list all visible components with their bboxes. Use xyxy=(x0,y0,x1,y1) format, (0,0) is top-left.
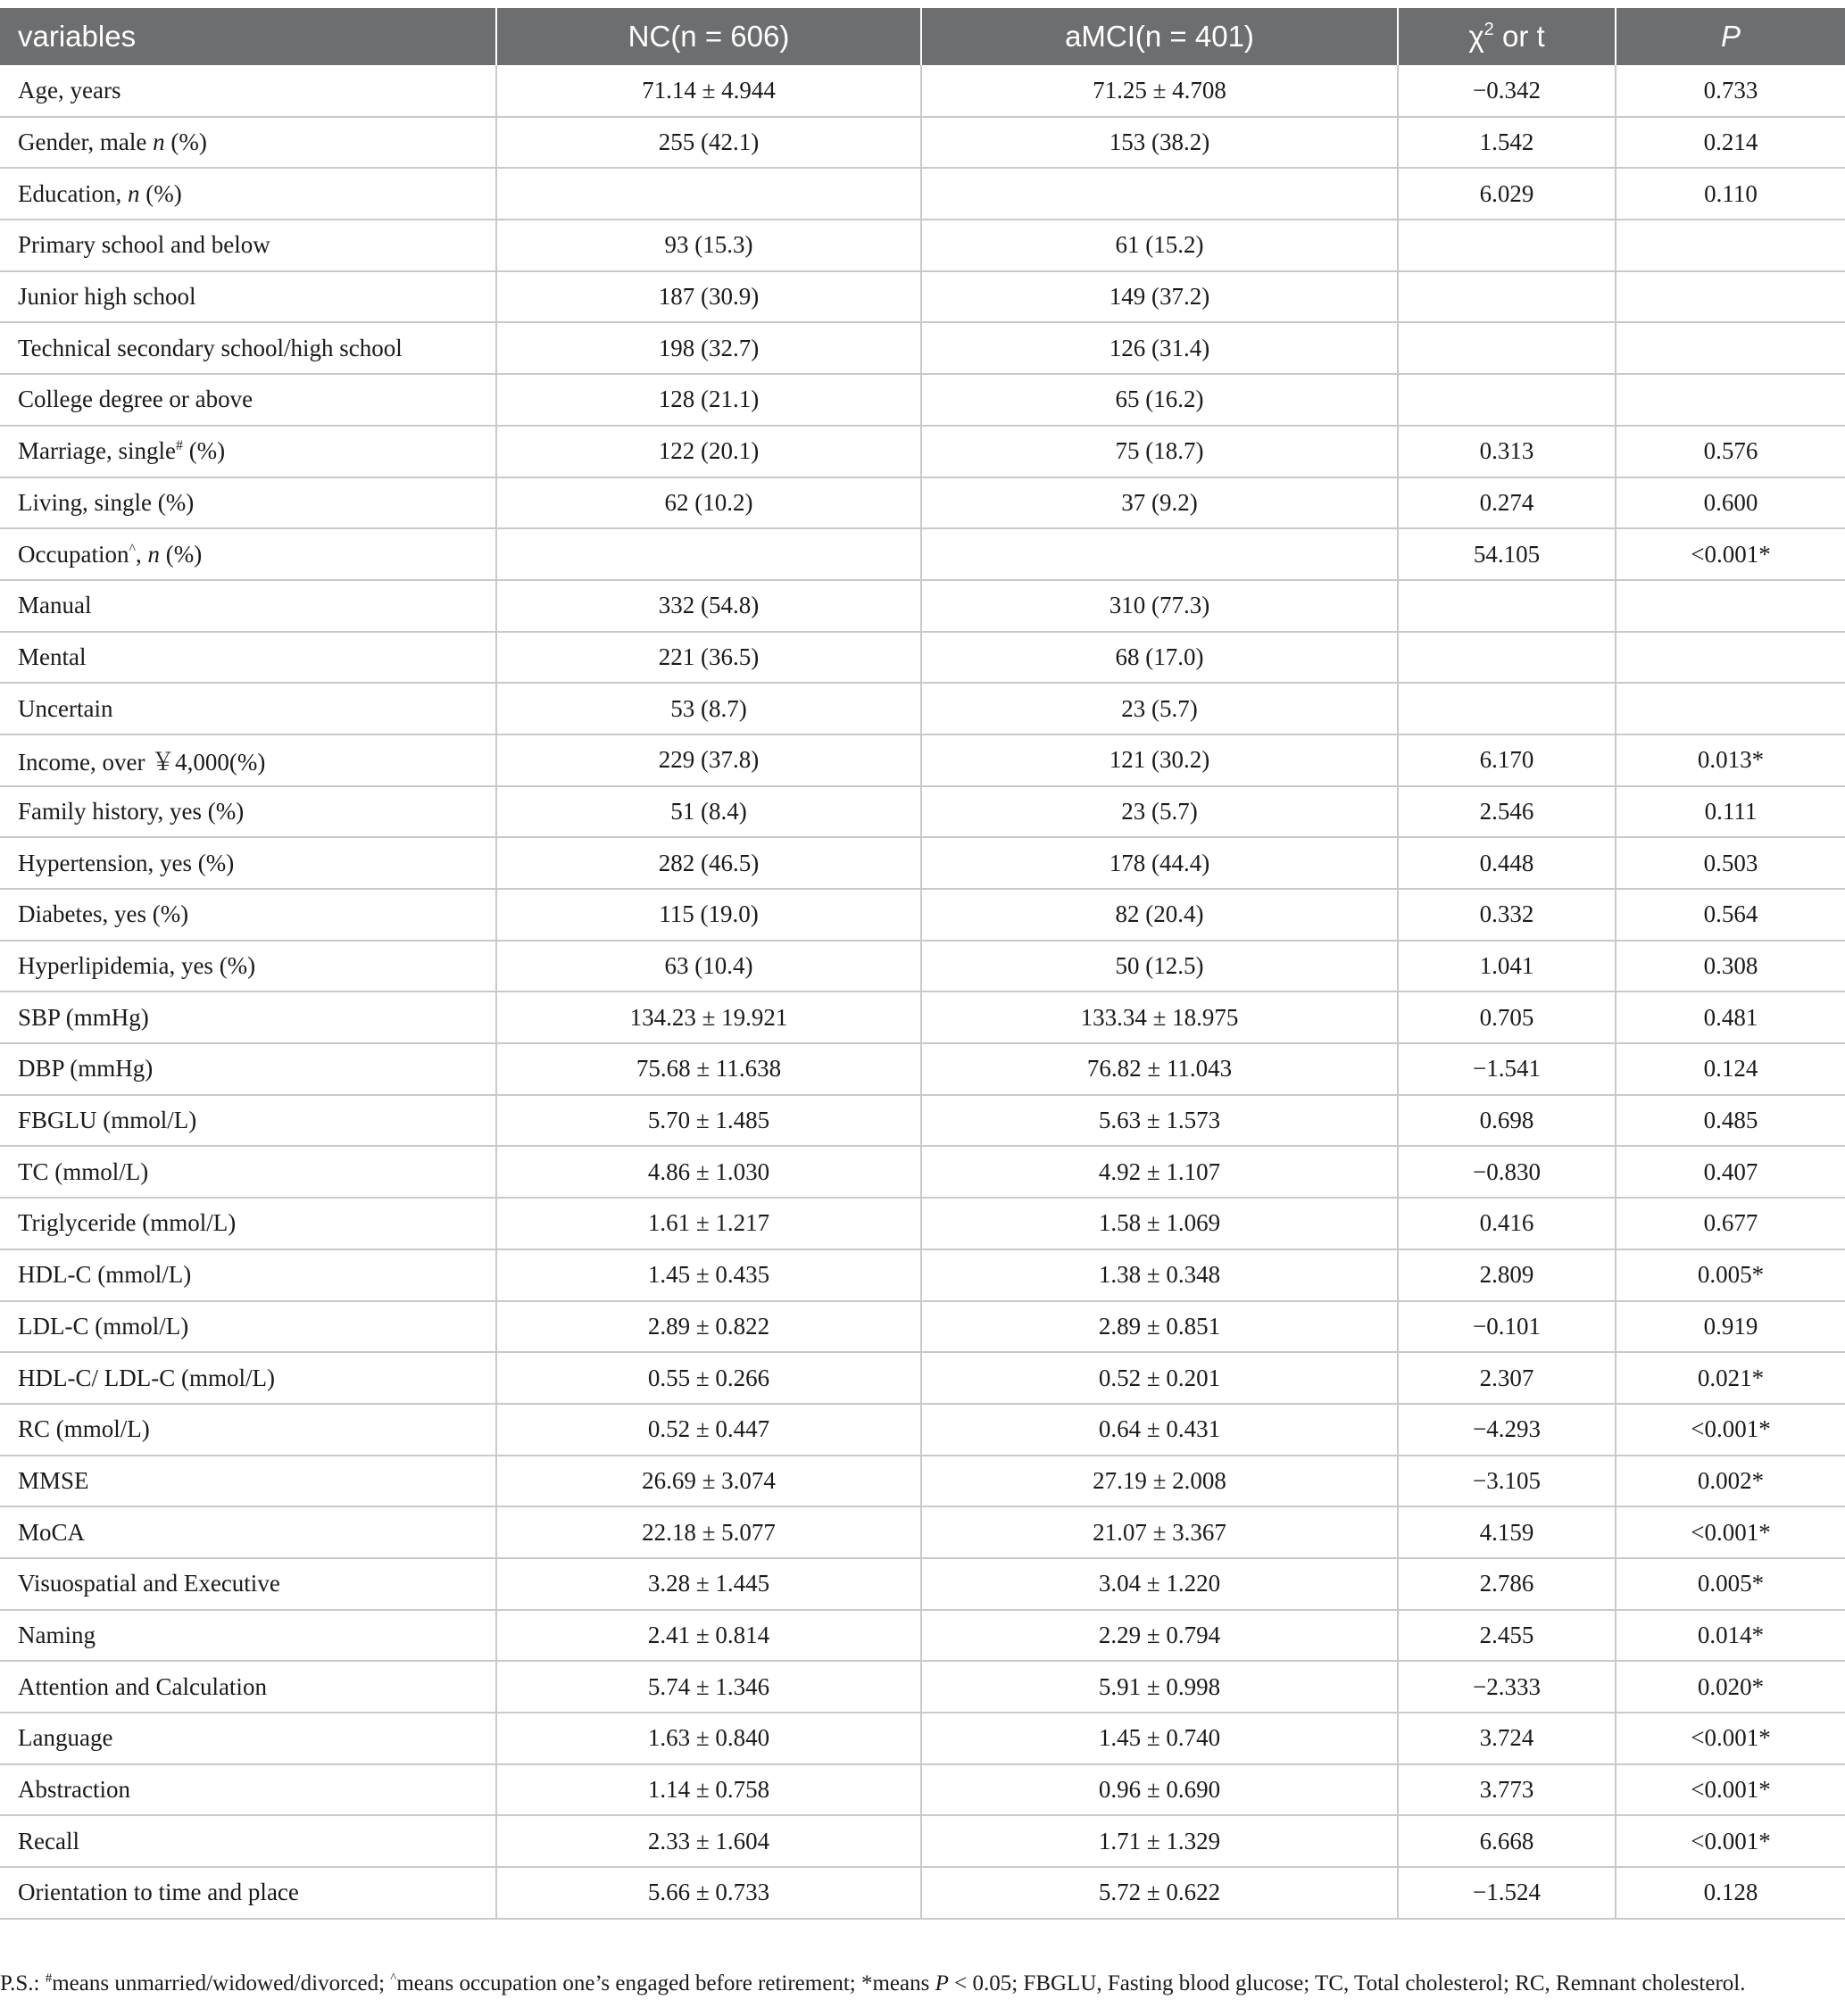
cell-variable xyxy=(0,1610,496,1662)
cell-nc: 229 (37.8) xyxy=(496,734,921,786)
table-body xyxy=(0,65,1845,1919)
variable-text: DBP (mmHg) xyxy=(18,1055,154,1083)
cell-variable xyxy=(0,1198,496,1249)
footnote-italic-p: P xyxy=(935,1971,949,1995)
cell-p-value: 0.214 xyxy=(1616,117,1845,169)
header-row xyxy=(0,8,1845,65)
cell-variable xyxy=(0,477,496,529)
footnote-sup-hash: # xyxy=(45,1971,53,1986)
cell-p-value xyxy=(1616,580,1845,632)
variable-text: Technical secondary school/high school xyxy=(18,334,403,361)
cell-amci: 1.58 ± 1.069 xyxy=(921,1198,1398,1249)
table-row xyxy=(0,1661,1845,1713)
table-container xyxy=(0,8,1845,1920)
cell-amci: 0.96 ± 0.690 xyxy=(921,1764,1398,1816)
table-row xyxy=(0,1095,1845,1147)
cell-statistic xyxy=(1398,683,1616,734)
cell-amci: 68 (17.0) xyxy=(921,632,1398,684)
table-row xyxy=(0,1301,1845,1353)
cell-statistic: 6.170 xyxy=(1398,734,1616,786)
cell-statistic: 0.313 xyxy=(1398,426,1616,477)
table-row xyxy=(0,220,1845,271)
table-row xyxy=(0,991,1845,1043)
variable-text: Primary school and below xyxy=(18,231,270,259)
table-row xyxy=(0,941,1845,992)
header-statistic xyxy=(1398,8,1616,65)
cell-p-value: <0.001* xyxy=(1616,1404,1845,1456)
cell-statistic xyxy=(1398,271,1616,323)
cell-p-value: 0.021* xyxy=(1616,1352,1845,1404)
variable-text: Education, xyxy=(18,179,128,207)
cell-nc: 0.55 ± 0.266 xyxy=(496,1352,921,1404)
cell-statistic: −1.524 xyxy=(1398,1867,1616,1919)
cell-statistic: 2.546 xyxy=(1398,786,1616,838)
cell-nc: 1.63 ± 0.840 xyxy=(496,1713,921,1764)
cell-statistic xyxy=(1398,322,1616,374)
cell-p-value: 0.111 xyxy=(1616,786,1845,838)
cell-variable xyxy=(0,632,496,684)
cell-variable xyxy=(0,322,496,374)
cell-nc: 221 (36.5) xyxy=(496,632,921,684)
cell-p-value: <0.001* xyxy=(1616,1506,1845,1558)
variable-italic: n xyxy=(153,129,165,156)
cell-variable xyxy=(0,837,496,889)
table-row xyxy=(0,1198,1845,1249)
cell-statistic: 0.705 xyxy=(1398,991,1616,1043)
cell-statistic: 3.773 xyxy=(1398,1764,1616,1816)
cell-p-value xyxy=(1616,632,1845,684)
table-row xyxy=(0,1352,1845,1404)
table-row xyxy=(0,1249,1845,1301)
variable-text: Recall xyxy=(18,1827,79,1854)
cell-statistic xyxy=(1398,374,1616,426)
variable-text: Living, single (%) xyxy=(18,488,195,516)
cell-nc: 53 (8.7) xyxy=(496,683,921,734)
variable-text: Age, years xyxy=(18,76,121,104)
cell-p-value: 0.600 xyxy=(1616,477,1845,529)
variable-text: TC (mmol/L) xyxy=(18,1157,149,1185)
table-row xyxy=(0,837,1845,889)
variable-text: Attention and Calculation xyxy=(18,1672,267,1700)
cell-statistic: 1.041 xyxy=(1398,941,1616,992)
cell-nc: 22.18 ± 5.077 xyxy=(496,1506,921,1558)
header-variables: variables xyxy=(0,8,496,65)
cell-variable xyxy=(0,991,496,1043)
cell-amci: 23 (5.7) xyxy=(921,683,1398,734)
cell-p-value: 0.014* xyxy=(1616,1610,1845,1662)
cell-p-value xyxy=(1616,271,1845,323)
variable-sup: # xyxy=(175,438,183,454)
cell-statistic: 2.786 xyxy=(1398,1558,1616,1610)
cell-variable xyxy=(0,786,496,838)
cell-variable xyxy=(0,941,496,992)
cell-p-value: 0.407 xyxy=(1616,1146,1845,1198)
cell-nc: 63 (10.4) xyxy=(496,941,921,992)
cell-nc: 1.14 ± 0.758 xyxy=(496,1764,921,1816)
cell-p-value xyxy=(1616,374,1845,426)
cell-nc: 3.28 ± 1.445 xyxy=(496,1558,921,1610)
cell-variable xyxy=(0,580,496,632)
cell-amci: 1.45 ± 0.740 xyxy=(921,1713,1398,1764)
cell-amci: 121 (30.2) xyxy=(921,734,1398,786)
cell-statistic: −0.101 xyxy=(1398,1301,1616,1353)
cell-p-value: 0.564 xyxy=(1616,889,1845,941)
table-row xyxy=(0,1506,1845,1558)
cell-p-value: 0.576 xyxy=(1616,426,1845,477)
cell-statistic: 6.668 xyxy=(1398,1815,1616,1867)
table-row xyxy=(0,65,1845,117)
table-row xyxy=(0,1815,1845,1867)
cell-statistic: −0.342 xyxy=(1398,65,1616,117)
cell-nc: 51 (8.4) xyxy=(496,786,921,838)
footnote-text-2: means occupation one’s engaged before retirement; *means xyxy=(396,1971,935,1995)
variable-text: Junior high school xyxy=(18,283,196,311)
cell-variable xyxy=(0,1867,496,1919)
cell-variable xyxy=(0,1456,496,1507)
cell-nc: 1.45 ± 0.435 xyxy=(496,1249,921,1301)
variable-sup: ^ xyxy=(129,541,136,557)
cell-variable xyxy=(0,683,496,734)
footnote-sup-caret: ^ xyxy=(390,1971,397,1986)
cell-p-value: 0.002* xyxy=(1616,1456,1845,1507)
variable-text: Language xyxy=(18,1724,113,1752)
cell-statistic: 1.542 xyxy=(1398,117,1616,169)
table-row xyxy=(0,786,1845,838)
cell-statistic: −2.333 xyxy=(1398,1661,1616,1713)
table-row xyxy=(0,271,1845,323)
cell-amci: 4.92 ± 1.107 xyxy=(921,1146,1398,1198)
cell-amci: 21.07 ± 3.367 xyxy=(921,1506,1398,1558)
variable-text: (%) xyxy=(139,179,182,207)
variable-text: RC (mmol/L) xyxy=(18,1415,150,1443)
variable-text: (%) xyxy=(164,129,207,156)
cell-nc: 282 (46.5) xyxy=(496,837,921,889)
cell-p-value xyxy=(1616,322,1845,374)
cell-statistic xyxy=(1398,220,1616,271)
table-row xyxy=(0,683,1845,734)
cell-p-value: 0.020* xyxy=(1616,1661,1845,1713)
cell-variable xyxy=(0,1713,496,1764)
cell-amci: 1.38 ± 0.348 xyxy=(921,1249,1398,1301)
cell-statistic: 2.307 xyxy=(1398,1352,1616,1404)
cell-variable xyxy=(0,528,496,580)
cell-variable xyxy=(0,1352,496,1404)
variable-text: Manual xyxy=(18,592,92,619)
table-row xyxy=(0,322,1845,374)
cell-statistic: −4.293 xyxy=(1398,1404,1616,1456)
cell-statistic: 54.105 xyxy=(1398,528,1616,580)
cell-variable xyxy=(0,1146,496,1198)
cell-amci: 126 (31.4) xyxy=(921,322,1398,374)
cell-nc: 2.33 ± 1.604 xyxy=(496,1815,921,1867)
cell-nc: 1.61 ± 1.217 xyxy=(496,1198,921,1249)
cell-statistic xyxy=(1398,580,1616,632)
cell-variable xyxy=(0,271,496,323)
cell-nc: 71.14 ± 4.944 xyxy=(496,65,921,117)
cell-variable xyxy=(0,168,496,220)
cell-amci: 5.63 ± 1.573 xyxy=(921,1095,1398,1147)
cell-p-value: <0.001* xyxy=(1616,528,1845,580)
cell-statistic: −3.105 xyxy=(1398,1456,1616,1507)
cell-p-value xyxy=(1616,683,1845,734)
cell-p-value: 0.919 xyxy=(1616,1301,1845,1353)
cell-nc: 187 (30.9) xyxy=(496,271,921,323)
cell-nc: 5.66 ± 0.733 xyxy=(496,1867,921,1919)
cell-nc: 255 (42.1) xyxy=(496,117,921,169)
table-row xyxy=(0,1713,1845,1764)
cell-p-value: 0.005* xyxy=(1616,1558,1845,1610)
cell-amci: 27.19 ± 2.008 xyxy=(921,1456,1398,1507)
cell-variable xyxy=(0,734,496,786)
table-row xyxy=(0,889,1845,941)
header-chi-symbol: χ xyxy=(1468,20,1484,53)
cell-statistic: 0.416 xyxy=(1398,1198,1616,1249)
cell-statistic: −0.830 xyxy=(1398,1146,1616,1198)
table-row xyxy=(0,477,1845,529)
variable-text: Mental xyxy=(18,643,87,670)
cell-statistic: 0.274 xyxy=(1398,477,1616,529)
table-row xyxy=(0,1456,1845,1507)
cell-nc xyxy=(496,528,921,580)
variable-text: Income, over ￥4,000(%) xyxy=(18,749,266,776)
variable-text: College degree or above xyxy=(18,386,253,413)
cell-p-value xyxy=(1616,220,1845,271)
variable-text: Uncertain xyxy=(18,694,113,722)
table-row xyxy=(0,1764,1845,1816)
cell-amci: 3.04 ± 1.220 xyxy=(921,1558,1398,1610)
cell-amci: 82 (20.4) xyxy=(921,889,1398,941)
cell-amci: 71.25 ± 4.708 xyxy=(921,65,1398,117)
table-row xyxy=(0,580,1845,632)
table-row xyxy=(0,632,1845,684)
data-table xyxy=(0,8,1845,1920)
header-p-label: P xyxy=(1720,20,1741,53)
cell-nc: 62 (10.2) xyxy=(496,477,921,529)
variable-text: Triglyceride (mmol/L) xyxy=(18,1209,237,1237)
cell-p-value: 0.110 xyxy=(1616,168,1845,220)
table-row xyxy=(0,734,1845,786)
cell-p-value: 0.128 xyxy=(1616,1867,1845,1919)
table-row xyxy=(0,528,1845,580)
cell-amci xyxy=(921,528,1398,580)
cell-p-value: <0.001* xyxy=(1616,1713,1845,1764)
cell-amci: 153 (38.2) xyxy=(921,117,1398,169)
variable-text: Gender, male xyxy=(18,129,154,156)
cell-amci: 1.71 ± 1.329 xyxy=(921,1815,1398,1867)
cell-amci: 2.29 ± 0.794 xyxy=(921,1610,1398,1662)
variable-text: SBP (mmHg) xyxy=(18,1003,149,1031)
variable-text: Orientation to time and place xyxy=(18,1879,299,1906)
cell-nc: 198 (32.7) xyxy=(496,322,921,374)
cell-p-value: 0.503 xyxy=(1616,837,1845,889)
cell-nc: 122 (20.1) xyxy=(496,426,921,477)
cell-nc: 0.52 ± 0.447 xyxy=(496,1404,921,1456)
cell-p-value: 0.124 xyxy=(1616,1043,1845,1095)
cell-variable xyxy=(0,889,496,941)
cell-p-value: 0.677 xyxy=(1616,1198,1845,1249)
cell-variable xyxy=(0,1249,496,1301)
cell-statistic: 3.724 xyxy=(1398,1713,1616,1764)
footnote xyxy=(0,1971,1845,1996)
cell-statistic xyxy=(1398,632,1616,684)
table-row xyxy=(0,1043,1845,1095)
cell-variable xyxy=(0,65,496,117)
variable-text: MoCA xyxy=(18,1518,86,1546)
header-chi-rest: or t xyxy=(1493,20,1545,53)
variable-text: Occupation xyxy=(18,540,129,568)
cell-variable xyxy=(0,1506,496,1558)
cell-amci: 37 (9.2) xyxy=(921,477,1398,529)
variable-italic: n xyxy=(127,179,140,207)
cell-amci: 133.34 ± 18.975 xyxy=(921,991,1398,1043)
table-row xyxy=(0,1610,1845,1662)
cell-p-value: <0.001* xyxy=(1616,1764,1845,1816)
table-row xyxy=(0,1404,1845,1456)
cell-p-value: <0.001* xyxy=(1616,1815,1845,1867)
cell-statistic: 4.159 xyxy=(1398,1506,1616,1558)
cell-nc xyxy=(496,168,921,220)
table-row xyxy=(0,1558,1845,1610)
cell-amci: 0.64 ± 0.431 xyxy=(921,1404,1398,1456)
table-row xyxy=(0,426,1845,477)
cell-variable xyxy=(0,117,496,169)
footnote-text-3: < 0.05; FBGLU, Fasting blood glucose; TC, Total cholesterol; RC, Remnant cholesterol. xyxy=(948,1971,1746,1995)
variable-text: Marriage, single xyxy=(18,437,176,465)
cell-nc: 4.86 ± 1.030 xyxy=(496,1146,921,1198)
cell-nc: 2.89 ± 0.822 xyxy=(496,1301,921,1353)
table-row xyxy=(0,1146,1845,1198)
header-nc: NC(n = 606) xyxy=(496,8,921,65)
cell-statistic: 0.698 xyxy=(1398,1095,1616,1147)
cell-p-value: 0.005* xyxy=(1616,1249,1845,1301)
variable-italic: n xyxy=(147,540,160,568)
cell-variable xyxy=(0,1301,496,1353)
cell-variable xyxy=(0,1661,496,1713)
cell-p-value: 0.013* xyxy=(1616,734,1845,786)
variable-text: LDL-C (mmol/L) xyxy=(18,1312,189,1340)
cell-nc: 5.70 ± 1.485 xyxy=(496,1095,921,1147)
cell-variable xyxy=(0,1558,496,1610)
cell-amci: 65 (16.2) xyxy=(921,374,1398,426)
table-row xyxy=(0,117,1845,169)
cell-p-value: 0.481 xyxy=(1616,991,1845,1043)
variable-text: Hypertension, yes (%) xyxy=(18,849,235,876)
cell-nc: 332 (54.8) xyxy=(496,580,921,632)
variable-text: Diabetes, yes (%) xyxy=(18,900,189,928)
cell-p-value: 0.733 xyxy=(1616,65,1845,117)
variable-text: Family history, yes (%) xyxy=(18,797,245,825)
cell-variable xyxy=(0,1095,496,1147)
cell-variable xyxy=(0,1764,496,1816)
cell-variable xyxy=(0,374,496,426)
cell-nc: 128 (21.1) xyxy=(496,374,921,426)
cell-nc: 115 (19.0) xyxy=(496,889,921,941)
cell-statistic: 0.448 xyxy=(1398,837,1616,889)
cell-nc: 2.41 ± 0.814 xyxy=(496,1610,921,1662)
cell-statistic: 0.332 xyxy=(1398,889,1616,941)
variable-text: FBGLU (mmol/L) xyxy=(18,1107,197,1134)
cell-variable xyxy=(0,426,496,477)
footnote-text-1: means unmarried/widowed/divorced; xyxy=(52,1971,391,1995)
cell-p-value: 0.485 xyxy=(1616,1095,1845,1147)
variable-text: MMSE xyxy=(18,1466,89,1494)
variable-text: (%) xyxy=(182,437,226,465)
cell-amci: 310 (77.3) xyxy=(921,580,1398,632)
table-row xyxy=(0,374,1845,426)
cell-amci: 2.89 ± 0.851 xyxy=(921,1301,1398,1353)
cell-amci: 23 (5.7) xyxy=(921,786,1398,838)
cell-nc: 75.68 ± 11.638 xyxy=(496,1043,921,1095)
header-p xyxy=(1616,8,1845,65)
cell-amci: 61 (15.2) xyxy=(921,220,1398,271)
cell-amci: 0.52 ± 0.201 xyxy=(921,1352,1398,1404)
cell-variable xyxy=(0,220,496,271)
cell-statistic: 6.029 xyxy=(1398,168,1616,220)
cell-amci: 149 (37.2) xyxy=(921,271,1398,323)
variable-text: Abstraction xyxy=(18,1776,130,1804)
cell-nc: 26.69 ± 3.074 xyxy=(496,1456,921,1507)
table-row xyxy=(0,1867,1845,1919)
cell-amci xyxy=(921,168,1398,220)
cell-nc: 93 (15.3) xyxy=(496,220,921,271)
cell-nc: 134.23 ± 19.921 xyxy=(496,991,921,1043)
variable-text: Visuospatial and Executive xyxy=(18,1570,280,1597)
cell-statistic: −1.541 xyxy=(1398,1043,1616,1095)
cell-amci: 178 (44.4) xyxy=(921,837,1398,889)
header-amci: aMCI(n = 401) xyxy=(921,8,1398,65)
variable-text: HDL-C (mmol/L) xyxy=(18,1261,192,1289)
table-row xyxy=(0,168,1845,220)
cell-amci: 50 (12.5) xyxy=(921,941,1398,992)
cell-amci: 76.82 ± 11.043 xyxy=(921,1043,1398,1095)
cell-amci: 5.72 ± 0.622 xyxy=(921,1867,1398,1919)
variable-text: , xyxy=(135,540,148,568)
table-header xyxy=(0,8,1845,65)
variable-text: Naming xyxy=(18,1621,96,1648)
variable-text: HDL-C/ LDL-C (mmol/L) xyxy=(18,1364,275,1391)
cell-statistic: 2.455 xyxy=(1398,1610,1616,1662)
cell-variable xyxy=(0,1043,496,1095)
variable-text: Hyperlipidemia, yes (%) xyxy=(18,952,256,980)
cell-amci: 5.91 ± 0.998 xyxy=(921,1661,1398,1713)
cell-amci: 75 (18.7) xyxy=(921,426,1398,477)
variable-text: (%) xyxy=(159,540,203,568)
cell-variable xyxy=(0,1815,496,1867)
cell-p-value: 0.308 xyxy=(1616,941,1845,992)
header-chi-sup: 2 xyxy=(1483,20,1494,39)
cell-variable xyxy=(0,1404,496,1456)
cell-nc: 5.74 ± 1.346 xyxy=(496,1661,921,1713)
footnote-prefix: P.S.: xyxy=(0,1971,46,1995)
cell-statistic: 2.809 xyxy=(1398,1249,1616,1301)
